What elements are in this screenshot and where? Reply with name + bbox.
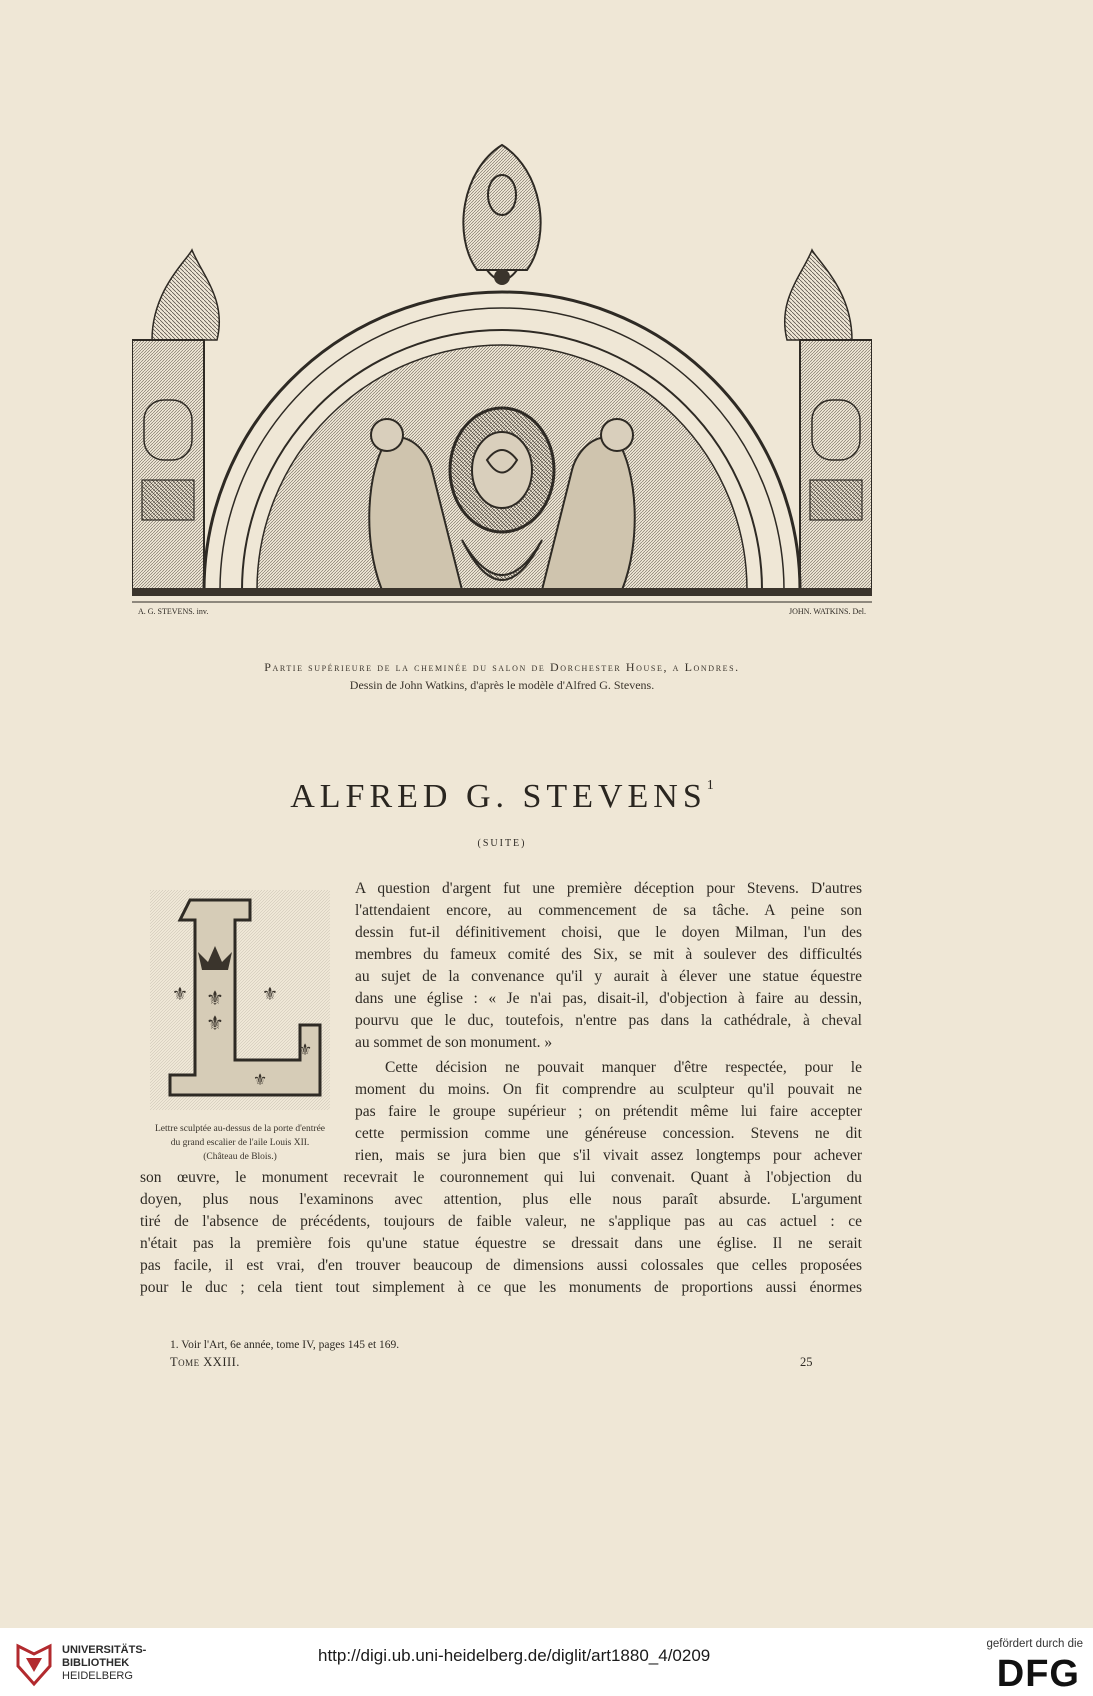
library-name-line: HEIDELBERG <box>62 1670 133 1682</box>
body-line: au sommet de son monument. » <box>355 1034 553 1051</box>
dfg-logo[interactable]: DFG <box>996 1653 1080 1695</box>
university-seal-icon <box>14 1642 54 1688</box>
body-line: pourvu que le duc, toutefois, n'entre pas dans la cathédrale, à cheval <box>355 1012 862 1029</box>
body-line: dans une église : « Je n'ai pas, disait-il, d'objection à faire au dessin, <box>355 990 862 1007</box>
engraving-caption-title: Partie supérieure de la cheminée du salon de Dorchester House, a Londres. <box>264 660 740 674</box>
dropcap-caption-line: Lettre sculptée au-dessus de la porte d'entrée <box>155 1124 325 1134</box>
page-number: 25 <box>800 1355 813 1369</box>
body-line: pas faire le groupe supérieur ; on prétendit même lui faire accepter <box>355 1103 862 1120</box>
volume-label: Tome XXIII. <box>170 1355 240 1369</box>
dropcap-caption-line: du grand escalier de l'aile Louis XII. <box>170 1138 310 1148</box>
svg-text:⚜: ⚜ <box>252 1070 268 1089</box>
permalink-url[interactable]: http://digi.ub.uni-heidelberg.de/diglit/art1880_4/0209 <box>318 1646 711 1665</box>
body-line: pour le duc ; cela tient tout simplement à ce que les monuments de proportions aussi énormes <box>140 1279 862 1296</box>
body-line: dessin fut-il définitivement choisi, que le doyen Milman, l'un des <box>355 924 862 941</box>
body-line: tiré de l'absence de précédents, toujours de faible valeur, ne s'applique pas au cas actuel : ce <box>140 1213 862 1230</box>
body-line: l'attendaient encore, au commencement de sa tâche. A peine son <box>355 902 862 919</box>
svg-text:⚜: ⚜ <box>206 1011 224 1035</box>
svg-text:⚜: ⚜ <box>206 986 224 1010</box>
article-title-text: ALFRED G. STEVENS <box>290 778 707 815</box>
body-line: doyen, plus nous l'examinons avec attention, plus elle nous paraît absurde. L'argument <box>140 1191 862 1208</box>
body-line: n'était pas la première fois qu'une statue équestre se dressait dans une église. Il ne serait <box>140 1235 862 1252</box>
viewer-footer <box>0 1628 1093 1696</box>
svg-text:⚜: ⚜ <box>261 984 279 1005</box>
body-line: rien, mais se jura bien que s'il vivait assez longtemps pour achever <box>355 1147 862 1164</box>
library-name-line: UNIVERSITÄTS- <box>62 1644 147 1656</box>
dropcap-caption <box>140 1122 340 1164</box>
body-line: son œuvre, le monument recevrait le couronnement qui lui convenait. Quant à l'objection du <box>140 1169 862 1186</box>
dropcap-letter: L <box>325 1112 326 1113</box>
body-line: A question d'argent fut une première déception pour Stevens. D'autres <box>355 880 862 897</box>
body-line: au sujet de la convenance qu'il y aurait à élever une statue équestre <box>355 968 862 985</box>
funding-text: gefördert durch die <box>986 1638 1083 1650</box>
engraving-caption-credit: Dessin de John Watkins, d'après le modèle d'Alfred G. Stevens. <box>349 678 655 692</box>
signature-left: A. G. STEVENS. inv. <box>138 607 209 616</box>
article-subtitle: (SUITE) <box>477 838 527 849</box>
footnote: 1. Voir l'Art, 6e année, tome IV, pages 145 et 169. <box>170 1339 400 1351</box>
body-line: Cette décision ne pouvait manquer d'être respectée, pour le <box>385 1059 862 1076</box>
article-title <box>132 778 872 816</box>
title-footnote-mark: 1 <box>706 778 714 793</box>
fireplace-engraving <box>132 140 872 640</box>
signature-right: JOHN. WATKINS. Del. <box>789 607 866 616</box>
dropcap-caption-line: (Château de Blois.) <box>203 1152 277 1162</box>
ornamental-dropcap-l <box>140 880 340 1120</box>
svg-text:⚜: ⚜ <box>297 1040 313 1059</box>
library-name-line: BIBLIOTHEK <box>62 1657 130 1669</box>
body-line: moment du moins. On fit comprendre au sculpteur qu'il pouvait ne <box>355 1081 862 1098</box>
body-line: cette permission comme une généreuse concession. Stevens ne dit <box>355 1125 862 1142</box>
body-line: pas facile, il est vrai, d'en trouver beaucoup de dimensions aussi colossales que celles proposées <box>140 1257 862 1274</box>
svg-text:⚜: ⚜ <box>171 984 189 1005</box>
body-line: membres du fameux comité des Six, se mit à soulever des difficultés <box>355 946 862 963</box>
